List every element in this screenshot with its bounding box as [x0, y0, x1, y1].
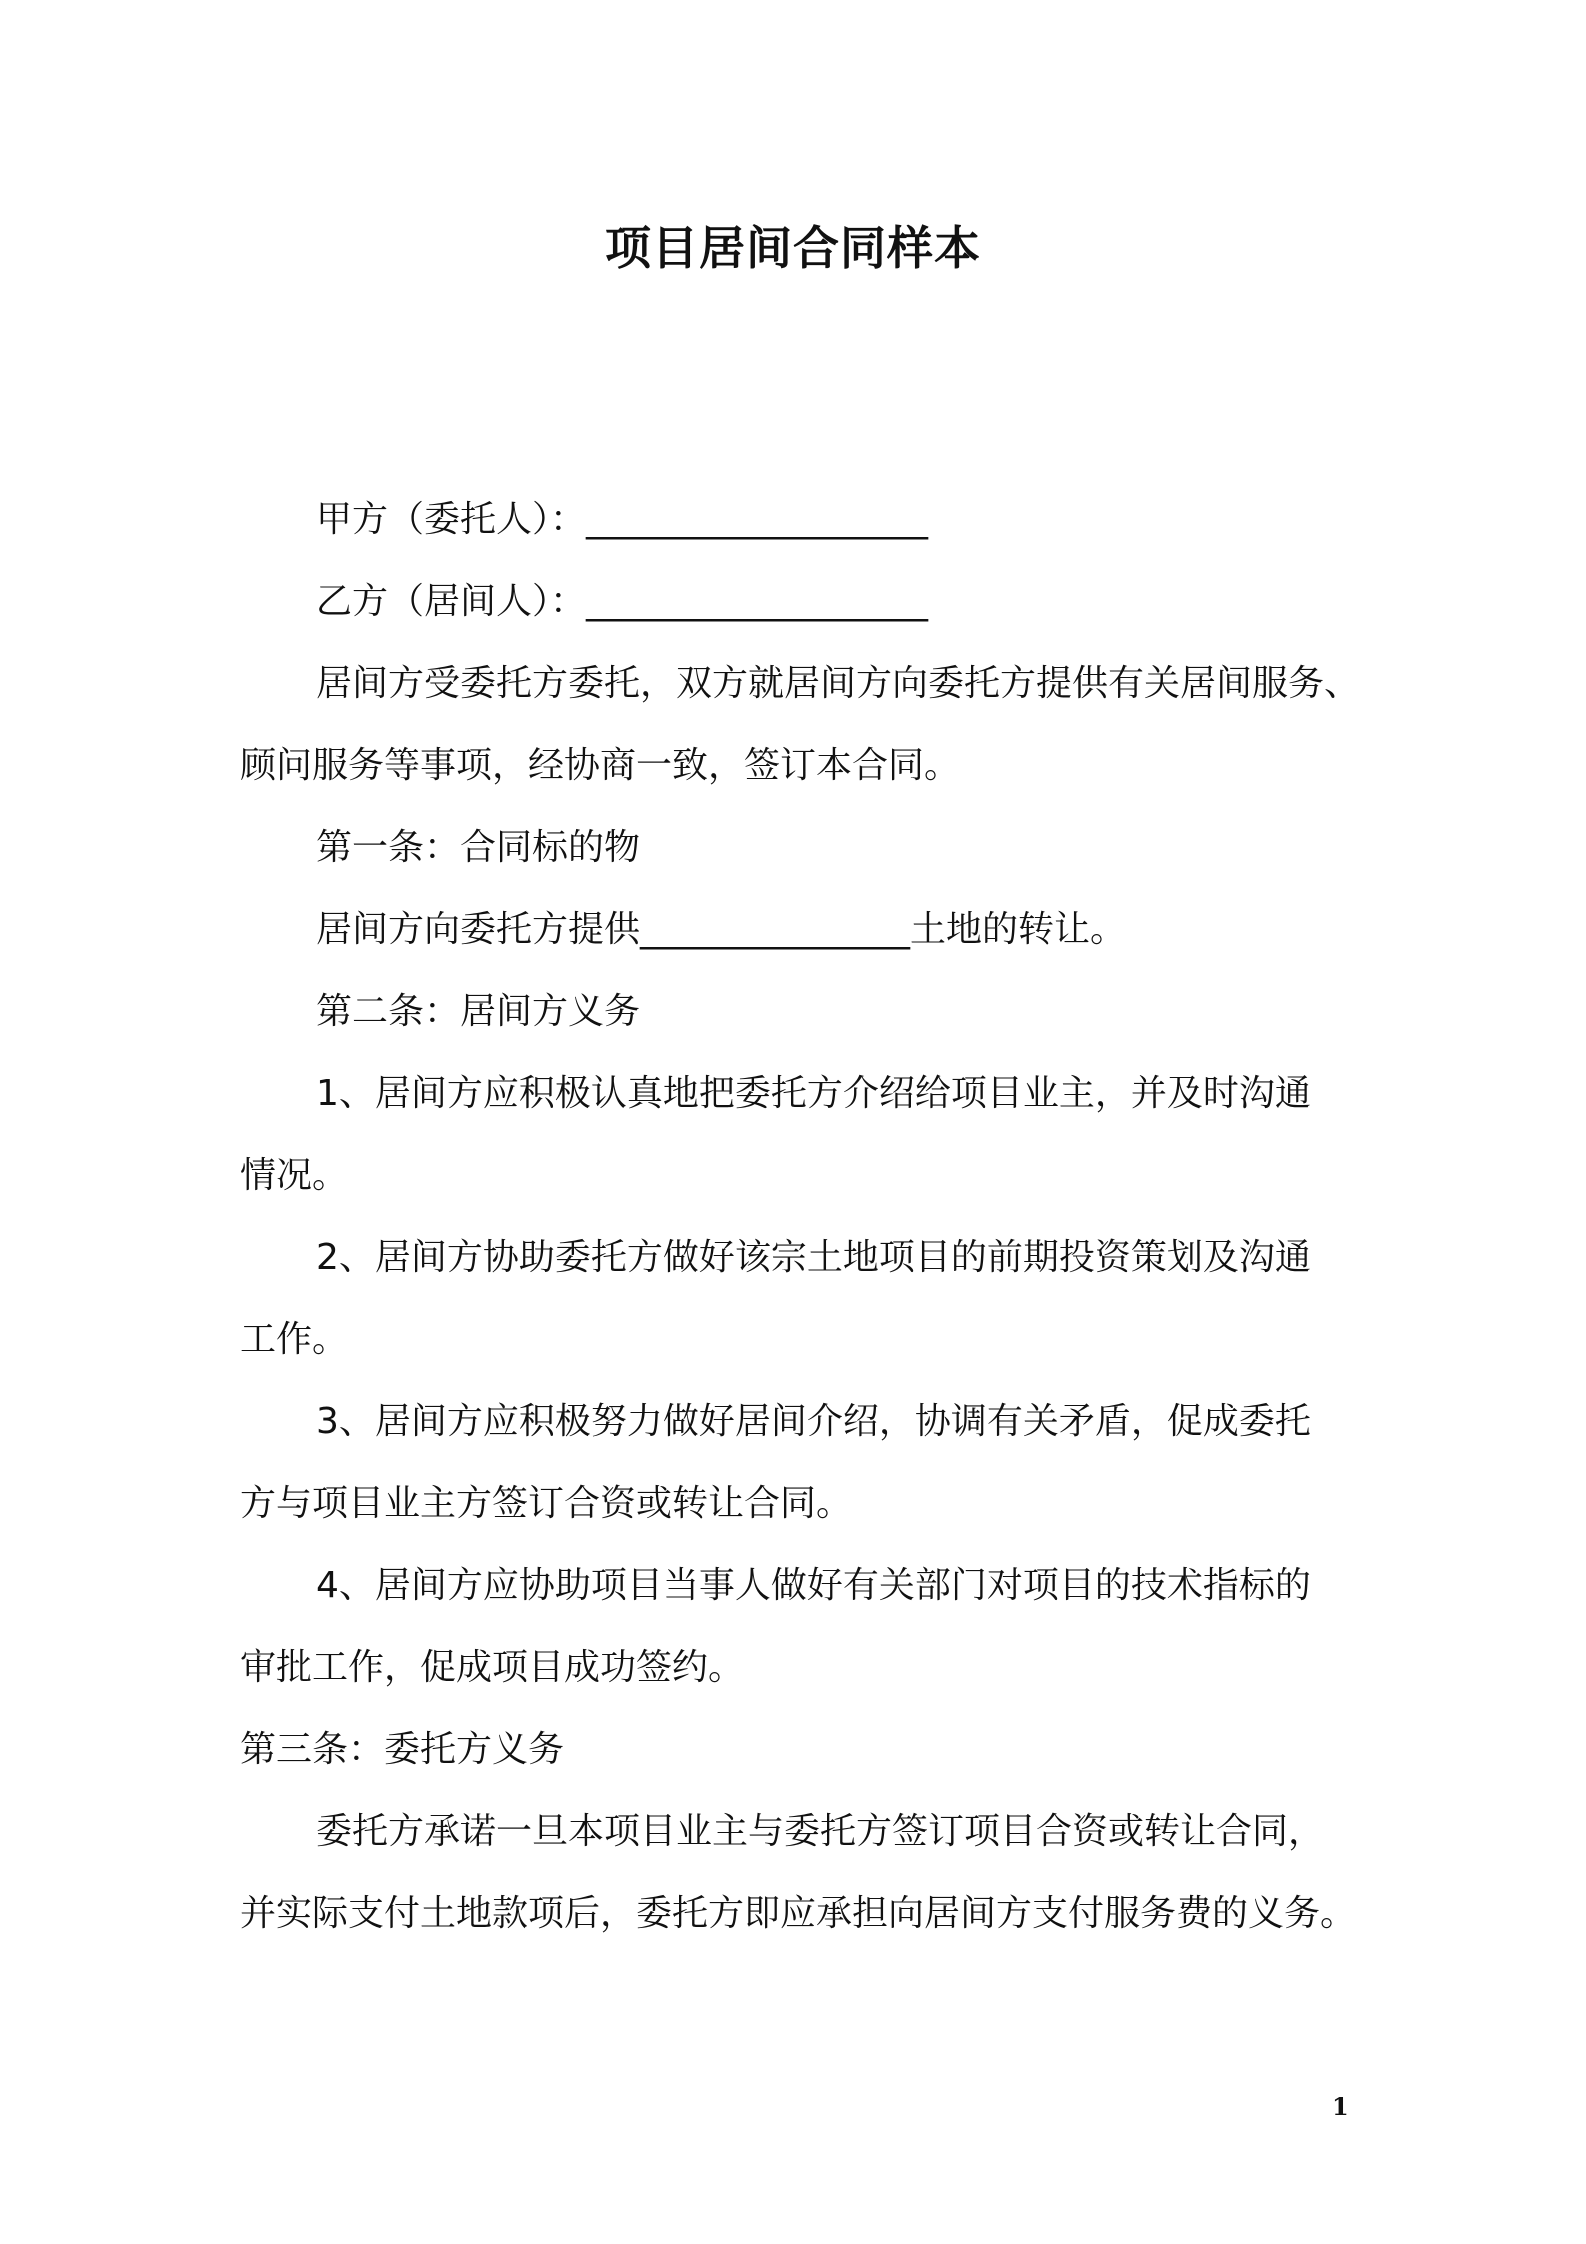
- article-three-heading: 第三条：委托方义务: [240, 1729, 565, 1770]
- article-two-item-line: 3、居间方应积极努力做好居间介绍，协调有关矛盾，促成委托: [316, 1401, 1311, 1442]
- article-three-text-line: 并实际支付土地款项后，委托方即应承担向居间方支付服务费的义务。: [240, 1893, 1357, 1934]
- page-title: 项目居间合同样本: [605, 221, 981, 275]
- intro-paragraph-line: 居间方受委托方委托，双方就居间方向委托方提供有关居间服务、: [316, 663, 1361, 704]
- article-two-item-line: 情况。: [240, 1155, 349, 1196]
- page-number: 1: [1332, 2092, 1349, 2121]
- article-two-item-line: 1、居间方应积极认真地把委托方介绍给项目业主，并及时沟通: [316, 1073, 1311, 1114]
- article-two-heading: 第二条：居间方义务: [316, 991, 641, 1032]
- article-three-text-line: 委托方承诺一旦本项目业主与委托方签订项目合资或转让合同，: [316, 1811, 1325, 1852]
- article-two-item-line: 方与项目业主方签订合资或转让合同。: [240, 1483, 853, 1524]
- article-one-text: 居间方向委托方提供_______________土地的转让。: [316, 909, 1127, 950]
- article-two-item-line: 4、居间方应协助项目当事人做好有关部门对项目的技术指标的: [316, 1565, 1311, 1606]
- article-one-heading: 第一条：合同标的物: [316, 827, 641, 868]
- article-two-item-line: 审批工作，促成项目成功签约。: [240, 1647, 745, 1688]
- intro-paragraph-line: 顾问服务等事项，经协商一致，签订本合同。: [240, 745, 961, 786]
- article-two-item-line: 工作。: [240, 1319, 349, 1360]
- party-b-line: 乙方（居间人）：___________________: [316, 581, 929, 622]
- article-two-item-line: 2、居间方协助委托方做好该宗土地项目的前期投资策划及沟通: [316, 1237, 1311, 1278]
- party-a-line: 甲方（委托人）：___________________: [316, 499, 929, 540]
